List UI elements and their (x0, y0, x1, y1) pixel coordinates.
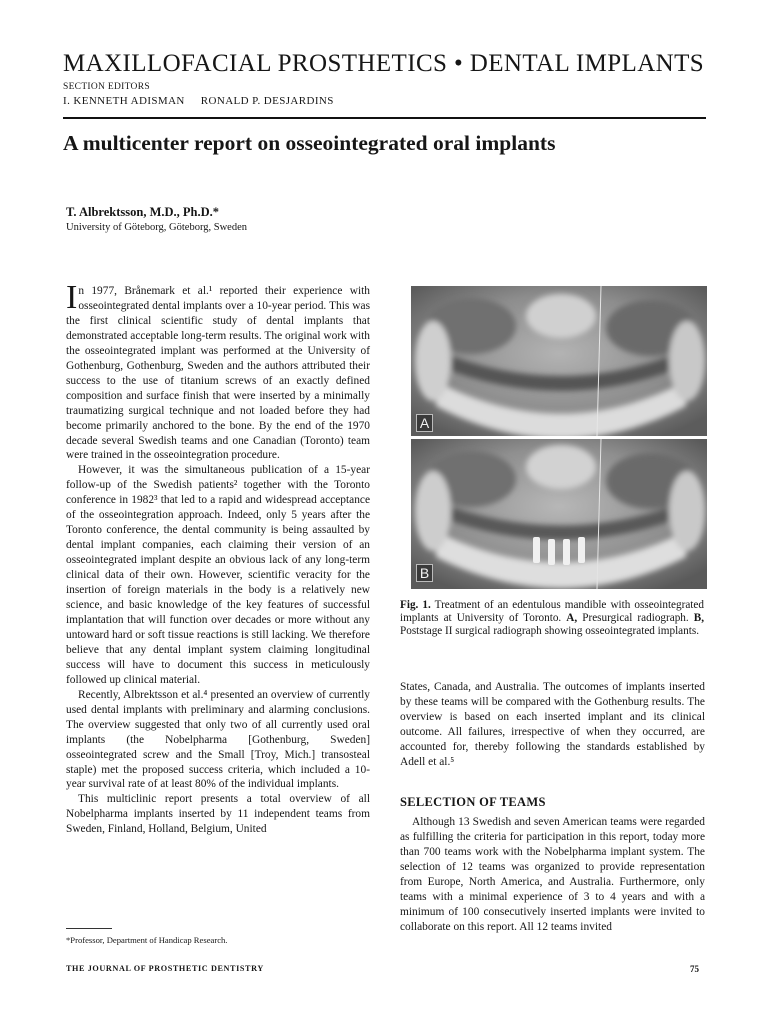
article-author: T. Albrektsson, M.D., Ph.D.* (66, 205, 220, 219)
drop-cap: I (66, 279, 78, 316)
radiograph-image-a (411, 286, 707, 436)
editors-line (63, 95, 350, 107)
radiograph-panel-b (411, 439, 707, 589)
right-column-top (400, 680, 705, 770)
footnote: *Professor, Department of Handicap Research. (66, 935, 228, 945)
right-column-bottom (400, 815, 705, 935)
paragraph (66, 279, 370, 463)
section-title: MAXILLOFACIAL PROSTHETICS • DENTAL IMPLANTS (63, 50, 705, 77)
panel-label-b: B (416, 564, 433, 582)
footnote-rule (66, 928, 112, 929)
caption-panel-a-label: A, (566, 612, 578, 625)
caption-label: Fig. 1. (400, 599, 431, 611)
author-affiliation: University of Göteborg, Göteborg, Sweden (66, 222, 248, 233)
header-rule (63, 117, 706, 119)
paragraph: However, it was the simultaneous publication of a 15-year follow-up of the Swedish patients² together with the Toronto conference in 1982³ that led to a rapid and widespread acceptance of the osseointegration approach. Indeed, only 5 years after the Toronto conference, the dental community is being assaulted by dental implant companies, each claiming their version of an osseointegrated implant despite an obvious lack of any long-term clinical data of their own. However, scientific veracity for the insertion of foreign materials in the body is a relatively new science, and basic knowledge of the key features of successful implantation that will function over decades or more without any untoward hard or soft tissue reactions is still lacking. We therefore believe that any dental implant system claiming longitudinal success will have to document this success in meticulously followed up clinical material. (66, 464, 370, 686)
journal-name: THE JOURNAL OF PROSTHETIC DENTISTRY (66, 964, 264, 973)
paragraph: This multiclinic report presents a total overview of all Nobelpharma implants inserted by 11 independent teams from Sweden, Finland, Holland, Belgium, United (66, 793, 370, 836)
radiograph-panel-a (411, 286, 707, 436)
caption-panel-b-text: Poststage II surgical radiograph showing osseointegrated implants. (400, 625, 700, 638)
editor-name: I. KENNETH ADISMAN (63, 95, 185, 107)
left-column (66, 279, 370, 837)
caption-panel-b-label: B, (693, 612, 705, 625)
article-title: A multicenter report on osseointegrated oral implants (63, 131, 556, 155)
section-heading: SELECTION OF TEAMS (400, 795, 546, 809)
paragraph: States, Canada, and Australia. The outcomes of implants inserted by these teams will be compared with the Gothenburg results. The overview is based on each inserted implant and its clinical outcome. All failures, irrespective of when they occurred, are accounted for, thereby following the standards established by Adell et al.⁵ (400, 681, 705, 768)
caption-text: Treatment of an edentulous mandible with osseointegrated implants at University of Toronto. (400, 599, 704, 625)
paragraph: Although 13 Swedish and seven American teams were regarded as fulfilling the criteria for participation in this report, today more than 700 teams work with the Nobelpharma implant system. The selection of 12 teams was organized to provide representation from Europe, North America, and Australia. Furthermore, only teams with a minimal experience of 3 to 4 years and with a minimum of 100 consecutively inserted implants were invited to collaborate on this report. All 12 teams invited (400, 816, 705, 933)
paragraph-text: n 1977, Brånemark et al.¹ reported their experience with osseointegrated dental implants over a 10-year period. This was the first clinical scientific study of dental implants that demonstrated acceptable long-term results. The original work with the osseointegrated implant was performed at the University of Gothenburg, Gothenburg, Sweden and the authors attributed their success to the use of titanium screws of an exactly defined composition and surface finish that were inserted by a minimally traumatizing surgical technique and not loaded before they had become primarily anchored to the bone. By the end of the 1970 decade several Swedish teams and one Canadian (Toronto) team were trained in the osseointegration procedure. (66, 285, 370, 462)
paragraph: Recently, Albrektsson et al.⁴ presented an overview of currently used dental implants with preliminary and alarming conclusions. The overview suggested that only two of all currently used oral implants (the Nobelpharma [Gothenburg, Sweden] osseointegrated screw and the Small [Troy, Mich.] transosteal staple) met the proposed success criteria, which included a 10-year survival rate of at least 80% of the individual implants. (66, 688, 370, 791)
figure-1 (411, 286, 707, 591)
caption-panel-a-text: Presurgical radiograph. (582, 612, 689, 625)
panel-label-a: A (416, 414, 433, 432)
section-editors-label: SECTION EDITORS (63, 82, 150, 92)
page-number: 75 (690, 964, 699, 974)
figure-caption (400, 599, 704, 639)
editor-name: RONALD P. DESJARDINS (200, 95, 334, 107)
radiograph-image-b (411, 439, 707, 589)
